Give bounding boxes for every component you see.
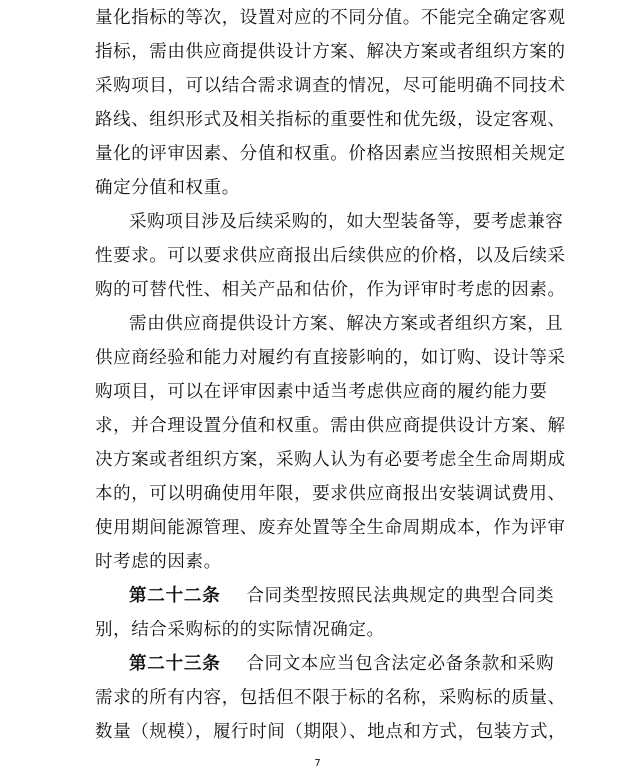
paragraph-3-line-6: 本的，可以明确使用年限，要求供应商报出安装调试费用、 — [95, 484, 566, 504]
paragraph-3-line-5: 决方案或者组织方案，采购人认为有必要考虑全生命周期成 — [95, 450, 566, 470]
paragraph-3-line-2: 供应商经验和能力对履约有直接影响的，如订购、设计等采 — [95, 348, 566, 368]
article-22-line-2: 别，结合采购标的的实际情况确定。 — [95, 620, 385, 640]
page-number: 7 — [314, 758, 321, 769]
article-23-line-3: 数量（规模），履行时间（期限）、地点和方式，包装方式， — [95, 722, 567, 742]
paragraph-1-line-3: 采购项目，可以结合需求调查的情况，尽可能明确不同技术 — [95, 76, 566, 96]
paragraph-2-line-2: 性要求。可以要求供应商报出后续供应的价格，以及后续采 — [95, 246, 566, 266]
paragraph-3-line-8: 时考虑的因素。 — [95, 552, 222, 572]
paragraph-2-line-1: 采购项目涉及后续采购的，如大型装备等，要考虑兼容 — [129, 212, 564, 232]
paragraph-3-line-3: 购项目，可以在评审因素中适当考虑供应商的履约能力要 — [95, 382, 548, 402]
article-23-line-2: 需求的所有内容，包括但不限于标的名称，采购标的质量、 — [95, 688, 566, 708]
paragraph-1-line-6: 确定分值和权重。 — [95, 178, 240, 198]
article-23-first-line: 合同文本应当包含法定必备条款和采购 — [246, 654, 555, 674]
article-23-heading-line — [129, 654, 635, 674]
paragraph-2-line-3: 购的可替代性、相关产品和估价，作为评审时考虑的因素。 — [95, 280, 566, 300]
article-23-label: 第二十三条 — [129, 654, 221, 674]
paragraph-1-line-5: 量化的评审因素、分值和权重。价格因素应当按照相关规定 — [95, 144, 566, 164]
paragraph-1-line-2: 指标，需由供应商提供设计方案、解决方案或者组织方案的 — [95, 42, 566, 62]
article-22-heading-line — [129, 586, 635, 606]
paragraph-1-line-4: 路线、组织形式及相关指标的重要性和优先级，设定客观、 — [95, 110, 566, 130]
article-22-label: 第二十二条 — [129, 586, 221, 606]
article-22-first-line: 合同类型按照民法典规定的典型合同类 — [246, 586, 555, 606]
paragraph-3-line-4: 求，并合理设置分值和权重。需由供应商提供设计方案、解 — [95, 416, 566, 436]
paragraph-1-line-1: 量化指标的等次，设置对应的不同分值。不能完全确定客观 — [95, 8, 566, 28]
paragraph-3-line-7: 使用期间能源管理、废弃处置等全生命周期成本，作为评审 — [95, 518, 566, 538]
paragraph-3-line-1: 需由供应商提供设计方案、解决方案或者组织方案，且 — [129, 314, 564, 334]
